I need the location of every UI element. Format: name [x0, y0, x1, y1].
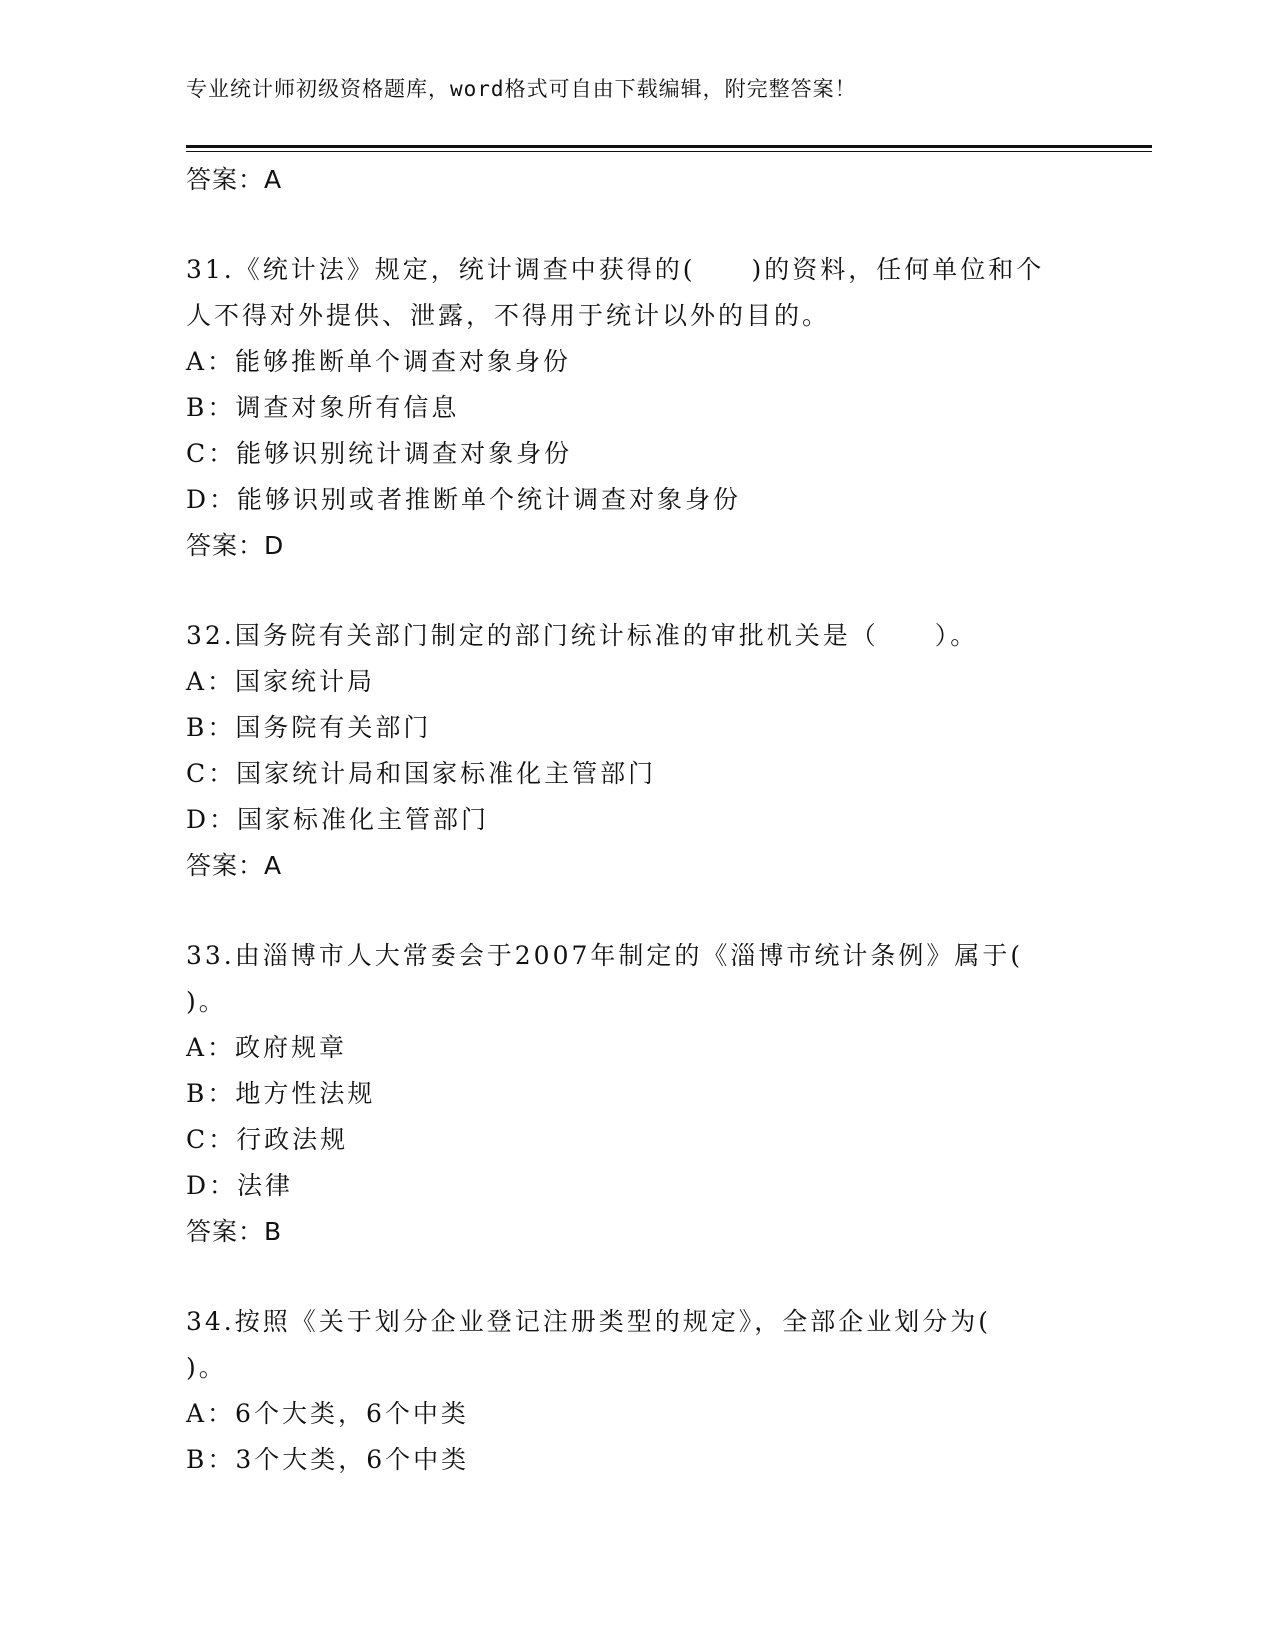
option-a: A：能够推断单个调查对象身份 [186, 347, 572, 376]
option-b: B：调查对象所有信息 [186, 393, 460, 422]
question-text: )。 [186, 1353, 227, 1382]
spacer [186, 203, 1086, 247]
spacer [186, 569, 1086, 613]
option-d: D：法律 [186, 1171, 294, 1200]
option-b: B：3个大类，6个中类 [186, 1445, 470, 1474]
answer-line: 答案：B [186, 1217, 283, 1246]
question-text: )。 [186, 987, 227, 1016]
question-block [186, 1299, 1086, 1483]
option-a: A：国家统计局 [186, 667, 376, 696]
question-text: 34.按照《关于划分企业登记注册类型的规定》，全部企业划分为( [186, 1307, 992, 1336]
spacer [186, 889, 1086, 933]
answer-line: 答案：D [186, 531, 285, 560]
answer-line: 答案：A [186, 165, 283, 194]
header-rule [186, 145, 1152, 148]
question-block [186, 933, 1086, 1255]
answer-line: 答案：A [186, 851, 283, 880]
option-b: B：地方性法规 [186, 1079, 376, 1108]
spacer [186, 1255, 1086, 1299]
option-c: C：行政法规 [186, 1125, 349, 1154]
question-text: 33.由淄博市人大常委会于2007年制定的《淄博市统计条例》属于( [186, 941, 1024, 970]
question-list [186, 157, 1086, 1483]
option-d: D：能够识别或者推断单个统计调查对象身份 [186, 485, 742, 514]
question-block [186, 613, 1086, 889]
question-text: 人不得对外提供、泄露，不得用于统计以外的目的。 [186, 301, 831, 330]
option-d: D：国家标准化主管部门 [186, 805, 490, 834]
page-header: 专业统计师初级资格题库，word格式可自由下载编辑，附完整答案！ [186, 77, 857, 101]
option-c: C：国家统计局和国家标准化主管部门 [186, 759, 657, 788]
header-rule-thin [186, 151, 1152, 152]
question-block [186, 247, 1086, 569]
option-a: A：6个大类，6个中类 [186, 1399, 469, 1428]
question-text: 31.《统计法》规定，统计调查中获得的( )的资料，任何单位和个 [186, 255, 1045, 284]
option-b: B：国务院有关部门 [186, 713, 432, 742]
question-text: 32.国务院有关部门制定的部门统计标准的审批机关是（ ）。 [186, 621, 979, 650]
option-a: A：政府规章 [186, 1033, 348, 1062]
option-c: C：能够识别统计调查对象身份 [186, 439, 573, 468]
